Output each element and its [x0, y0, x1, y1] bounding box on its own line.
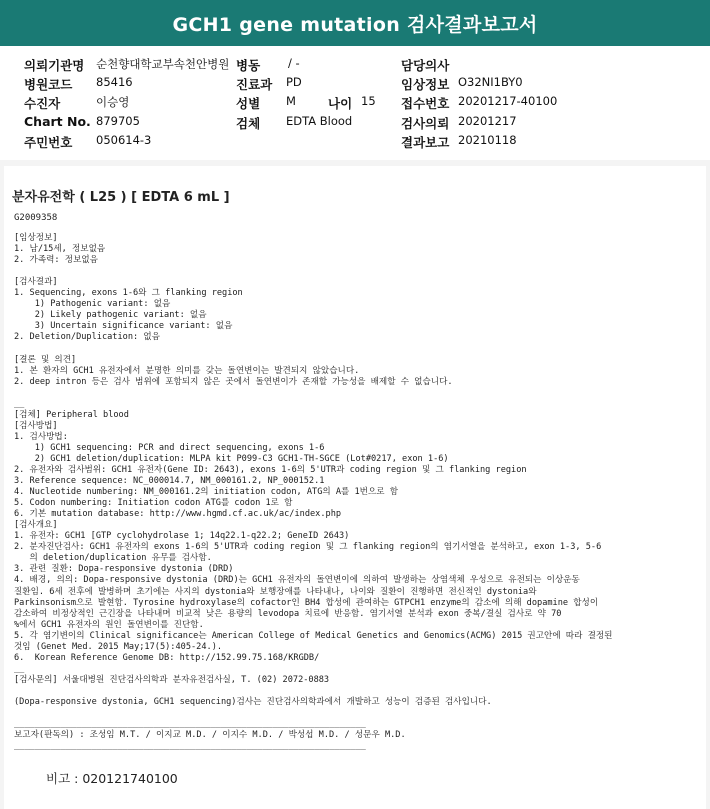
report-line: ____________________________________________________________________	[14, 741, 366, 752]
label-chart-no: Chart No.	[24, 114, 91, 129]
info-row	[0, 94, 710, 113]
info-row	[0, 114, 710, 133]
info-row	[0, 133, 710, 152]
report-line: 2) GCH1 deletion/duplication: MLPA kit P099-C3 GCH1-TH-SGCE (Lot#0217, exon 1-6)	[14, 453, 449, 464]
report-line: [검사개요]	[14, 520, 58, 531]
report-line	[14, 343, 704, 354]
report-line: 1. Sequencing, exons 1-6와 그 flanking region	[14, 288, 243, 299]
label-ward: 병동	[236, 58, 261, 73]
report-line: Parkinsonism으로 발현함. Tyrosine hydroxylase의 cofactor인 BH4 합성에 관여하는 GTPCH1 enzyme의 감소에 의해 dopamine 합성이	[14, 597, 599, 608]
label-resident-number: 주민번호	[24, 135, 73, 150]
report-line: 보고자(판독의) : 조성임 M.T. / 이지교 M.D. / 이지수 M.D. / 박성섭 M.D. / 성문우 M.D.	[14, 730, 406, 741]
value-chart-no: 879705	[96, 114, 140, 128]
report-line: 6. 기본 mutation database: http://www.hgmd.cf.ac.uk/ac/index.php	[14, 509, 342, 520]
value-department: PD	[286, 75, 302, 89]
report-line: (Dopa-responsive dystonia, GCH1 sequencing)검사는 진단검사의학과에서 개발하고 성능이 검증된 검사입니다.	[14, 696, 492, 707]
report-line: 5. Codon numbering: Initiation codon ATG를 codon 1로 함	[14, 498, 293, 509]
report-line: [검사결과]	[14, 277, 58, 288]
report-line: 1) GCH1 sequencing: PCR and direct sequencing, exons 1-6	[14, 442, 325, 453]
section-title: 분자유전학 ( L25 ) [ EDTA 6 mL ]	[12, 190, 230, 205]
report-line	[14, 708, 704, 719]
info-row	[0, 75, 710, 94]
report-line: 의 deletion/duplication 유무를 검사함.	[14, 553, 212, 564]
report-line: 것임 (Genet Med. 2015 May;17(5):405-24.).	[14, 641, 223, 652]
label-department: 진료과	[236, 77, 273, 92]
label-requesting-institution: 의뢰기관명	[24, 58, 85, 73]
report-line: 3. 관련 질환: Dopa-responsive dystonia (DRD)	[14, 564, 234, 575]
label-specimen: 검체	[236, 116, 261, 131]
value-patient-name: 이승영	[96, 95, 130, 109]
report-line: 질환임. 6세 전후에 발병하며 초기에는 사지의 dystonia와 보행장애를 나타내나, 나이와 질환이 진행하면 전신적인 dystonia와	[14, 586, 537, 597]
report-body	[14, 233, 704, 752]
report-line: 감소하여 비정상적인 근긴장을 나타내며 비교적 낮은 용량의 levodopa 치료에 반응함. 염기서열 분석과 exon 중복/결실 검사로 약 70	[14, 608, 562, 619]
document-id: G2009358	[14, 213, 58, 223]
report-line: 2. 분자진단검사: GCH1 유전자의 exons 1-6의 5'UTR과 coding region 및 그 flanking region의 염기서열을 분석하고, exon 1-3, 5-6	[14, 542, 602, 553]
value-request-date: 20201217	[458, 114, 517, 128]
value-ward: / -	[288, 56, 300, 70]
report-line: 5. 각 염기변이의 Clinical significance는 American College of Medical Genetics and Genomics(ACMG) 2015 권고안에 따라 결정된	[14, 630, 613, 641]
label-physician: 담당의사	[401, 58, 450, 73]
report-line: 1. 남/15세, 정보없음	[14, 244, 106, 255]
report-line: __	[14, 398, 25, 409]
label-patient-name: 수진자	[24, 96, 61, 111]
report-line: 1) Pathogenic variant: 없음	[14, 299, 171, 310]
report-line: 2. 유전자와 검사범위: GCH1 유전자(Gene ID: 2643), exons 1-6의 5'UTR과 coding region 및 그 flanking region	[14, 464, 527, 475]
label-sex: 성별	[236, 96, 261, 111]
remark-value: 020121740100	[82, 771, 178, 786]
value-specimen: EDTA Blood	[286, 114, 353, 128]
label-age: 나이	[328, 96, 353, 111]
report-line: 2) Likely pathogenic variant: 없음	[14, 310, 207, 321]
report-header	[0, 0, 710, 46]
report-line	[14, 266, 704, 277]
label-report-date: 결과보고	[401, 135, 450, 150]
value-receipt-number: 20201217-40100	[458, 94, 558, 108]
report-line: ____________________________________________________________________	[14, 719, 366, 730]
report-line: 3) Uncertain significance variant: 없음	[14, 321, 233, 332]
report-line	[14, 388, 704, 399]
value-sex: M	[286, 94, 296, 108]
report-line: 4. 배경, 의의: Dopa-responsive dystonia (DRD)는 GCH1 유전자의 돌연변이에 의하여 발생하는 상염색체 우성으로 유전되는 이상운동	[14, 575, 580, 586]
report-line: [임상정보]	[14, 233, 58, 243]
report-line: 2. 가족력: 정보없음	[14, 255, 98, 266]
report-line: 2. deep intron 등은 검사 범위에 포함되지 않은 곳에서 돌연변이가 존재할 가능성을 배제할 수 없습니다.	[14, 376, 453, 387]
report-line: 4. Nucleotide numbering: NM_000161.2의 initiation codon, ATG의 A를 1번으로 함	[14, 487, 399, 498]
report-line: __	[14, 663, 25, 674]
report-line: [결론 및 의견]	[14, 354, 77, 365]
report-line: %에서 GCH1 유전자의 원인 돌연변이를 진단함.	[14, 619, 204, 630]
value-report-date: 20210118	[458, 133, 517, 147]
report-line: [검체] Peripheral blood	[14, 409, 129, 420]
value-requesting-institution: 순천향대학교부속천안병원	[96, 57, 230, 71]
report-line: 1. 본 환자의 GCH1 유전자에서 분명한 의미를 갖는 돌연변이는 발견되지 않았습니다.	[14, 365, 360, 376]
report-line: [검사문의] 서울대병원 진단검사의학과 분자유전검사실, T. (02) 2072-0883	[14, 674, 330, 685]
report-line: [검사방법]	[14, 420, 58, 431]
remark-label: 비고	[46, 771, 71, 786]
value-age: 15	[361, 94, 376, 108]
remark-separator: :	[70, 771, 83, 786]
value-resident-number: 050614-3	[96, 133, 152, 147]
report-line: 3. Reference sequence: NC_000014.7, NM_000161.2, NP_000152.1	[14, 476, 325, 487]
report-line: 6. Korean Reference Genome DB: http://152.99.75.168/KRGDB/	[14, 652, 320, 663]
label-receipt-number: 접수번호	[401, 96, 450, 111]
report-line: 1. 검사방법:	[14, 431, 68, 442]
report-line	[14, 686, 704, 697]
label-hospital-code: 병원코드	[24, 77, 73, 92]
patient-info-table	[0, 46, 710, 158]
report-title: GCH1 gene mutation 검사결과보고서	[172, 13, 538, 36]
remark-line	[46, 769, 178, 787]
report-line: 1. 유전자: GCH1 [GTP cyclohydrolase 1; 14q22.1-q22.2; GeneID 2643)	[14, 531, 350, 542]
value-clinical-info: O32NI1BY0	[458, 75, 523, 89]
label-clinical-info: 임상정보	[401, 77, 450, 92]
info-row	[0, 56, 710, 75]
report-line: 2. Deletion/Duplication: 없음	[14, 332, 160, 343]
label-request-date: 검사의뢰	[401, 116, 450, 131]
value-hospital-code: 85416	[96, 75, 133, 89]
